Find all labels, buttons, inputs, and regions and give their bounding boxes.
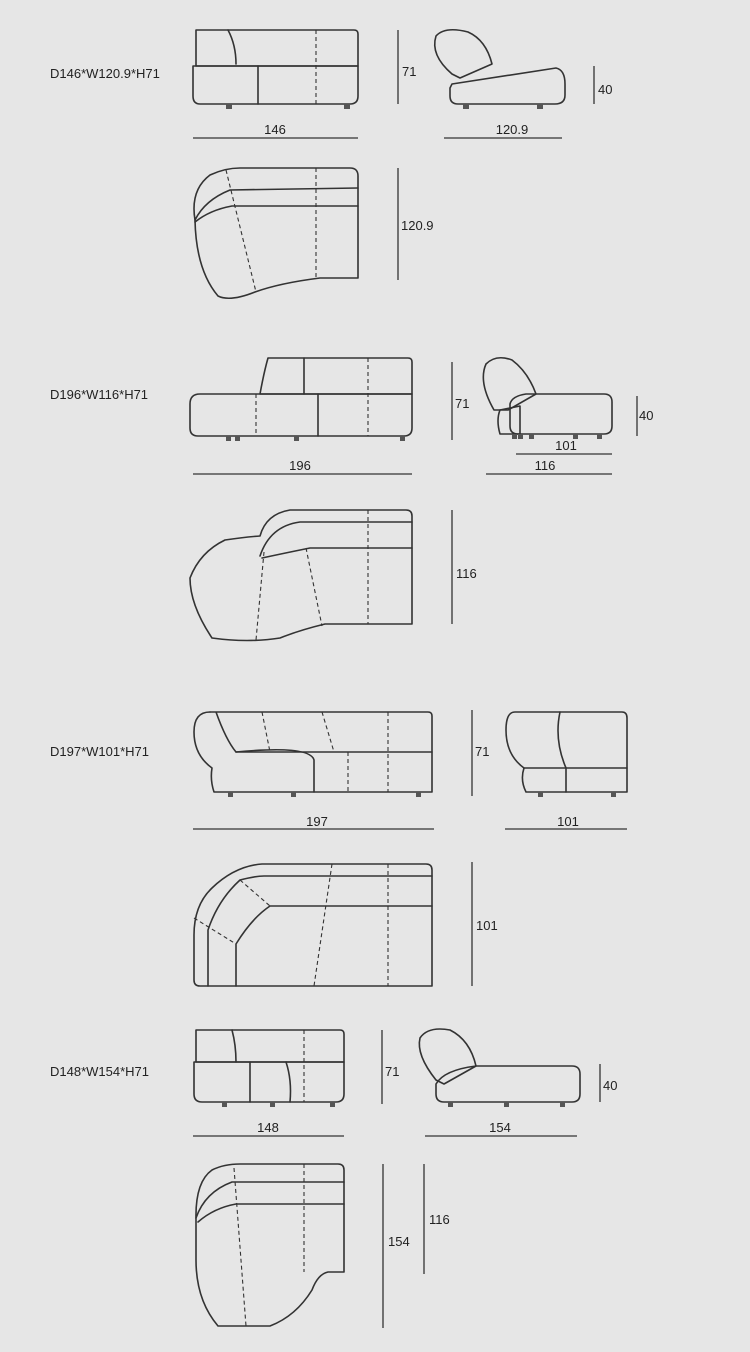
module-2-top-depth: 116 — [456, 566, 477, 581]
module-3-front-width: 197 — [306, 814, 328, 829]
module-4-label: D148*W154*H71 — [50, 1064, 150, 1079]
module-2-seat-height: 40 — [639, 408, 654, 423]
module-4-front-view — [193, 1030, 399, 1136]
module-2-front-view — [190, 358, 469, 474]
module-1-front-height: 71 — [402, 64, 417, 79]
module-3-front-height: 71 — [475, 744, 490, 759]
module-3-top-depth: 101 — [476, 918, 498, 933]
module-1-side-view — [435, 30, 613, 138]
module-1 — [50, 30, 612, 299]
module-1-top-view — [194, 168, 434, 298]
module-4-side-view — [419, 1029, 617, 1136]
module-4-front-width: 148 — [257, 1120, 279, 1135]
module-2-side-depth: 116 — [534, 458, 556, 473]
module-2-label: D196*W116*H71 — [50, 387, 149, 402]
module-2-front-height: 71 — [455, 396, 470, 411]
module-2 — [50, 358, 653, 641]
module-3-side-view — [505, 712, 627, 829]
module-2-side-view — [483, 358, 653, 474]
module-1-top-depth: 120.9 — [401, 218, 434, 233]
module-2-front-width: 196 — [289, 458, 311, 473]
module-1-side-depth: 120.9 — [495, 122, 529, 137]
module-4-top-inner-depth: 116 — [429, 1212, 450, 1227]
module-1-label: D146*W120.9*H71 — [50, 66, 160, 81]
module-3-label: D197*W101*H71 — [50, 744, 150, 759]
module-1-front-view — [193, 30, 416, 138]
module-3-front-view — [193, 710, 489, 829]
module-4-front-height: 71 — [385, 1064, 400, 1079]
module-1-seat-height: 40 — [598, 82, 613, 97]
module-2-seat-depth: 101 — [555, 438, 577, 453]
module-4 — [50, 1029, 617, 1328]
module-3-side-depth: 101 — [557, 814, 579, 829]
module-4-top-view — [196, 1164, 450, 1328]
module-4-seat-height: 40 — [603, 1078, 618, 1093]
module-3 — [50, 710, 627, 986]
module-4-side-depth: 154 — [489, 1120, 511, 1135]
module-3-top-view — [194, 862, 498, 986]
module-1-front-width: 146 — [264, 122, 286, 137]
module-2-top-view — [190, 510, 477, 641]
module-4-top-depth: 154 — [388, 1234, 410, 1249]
